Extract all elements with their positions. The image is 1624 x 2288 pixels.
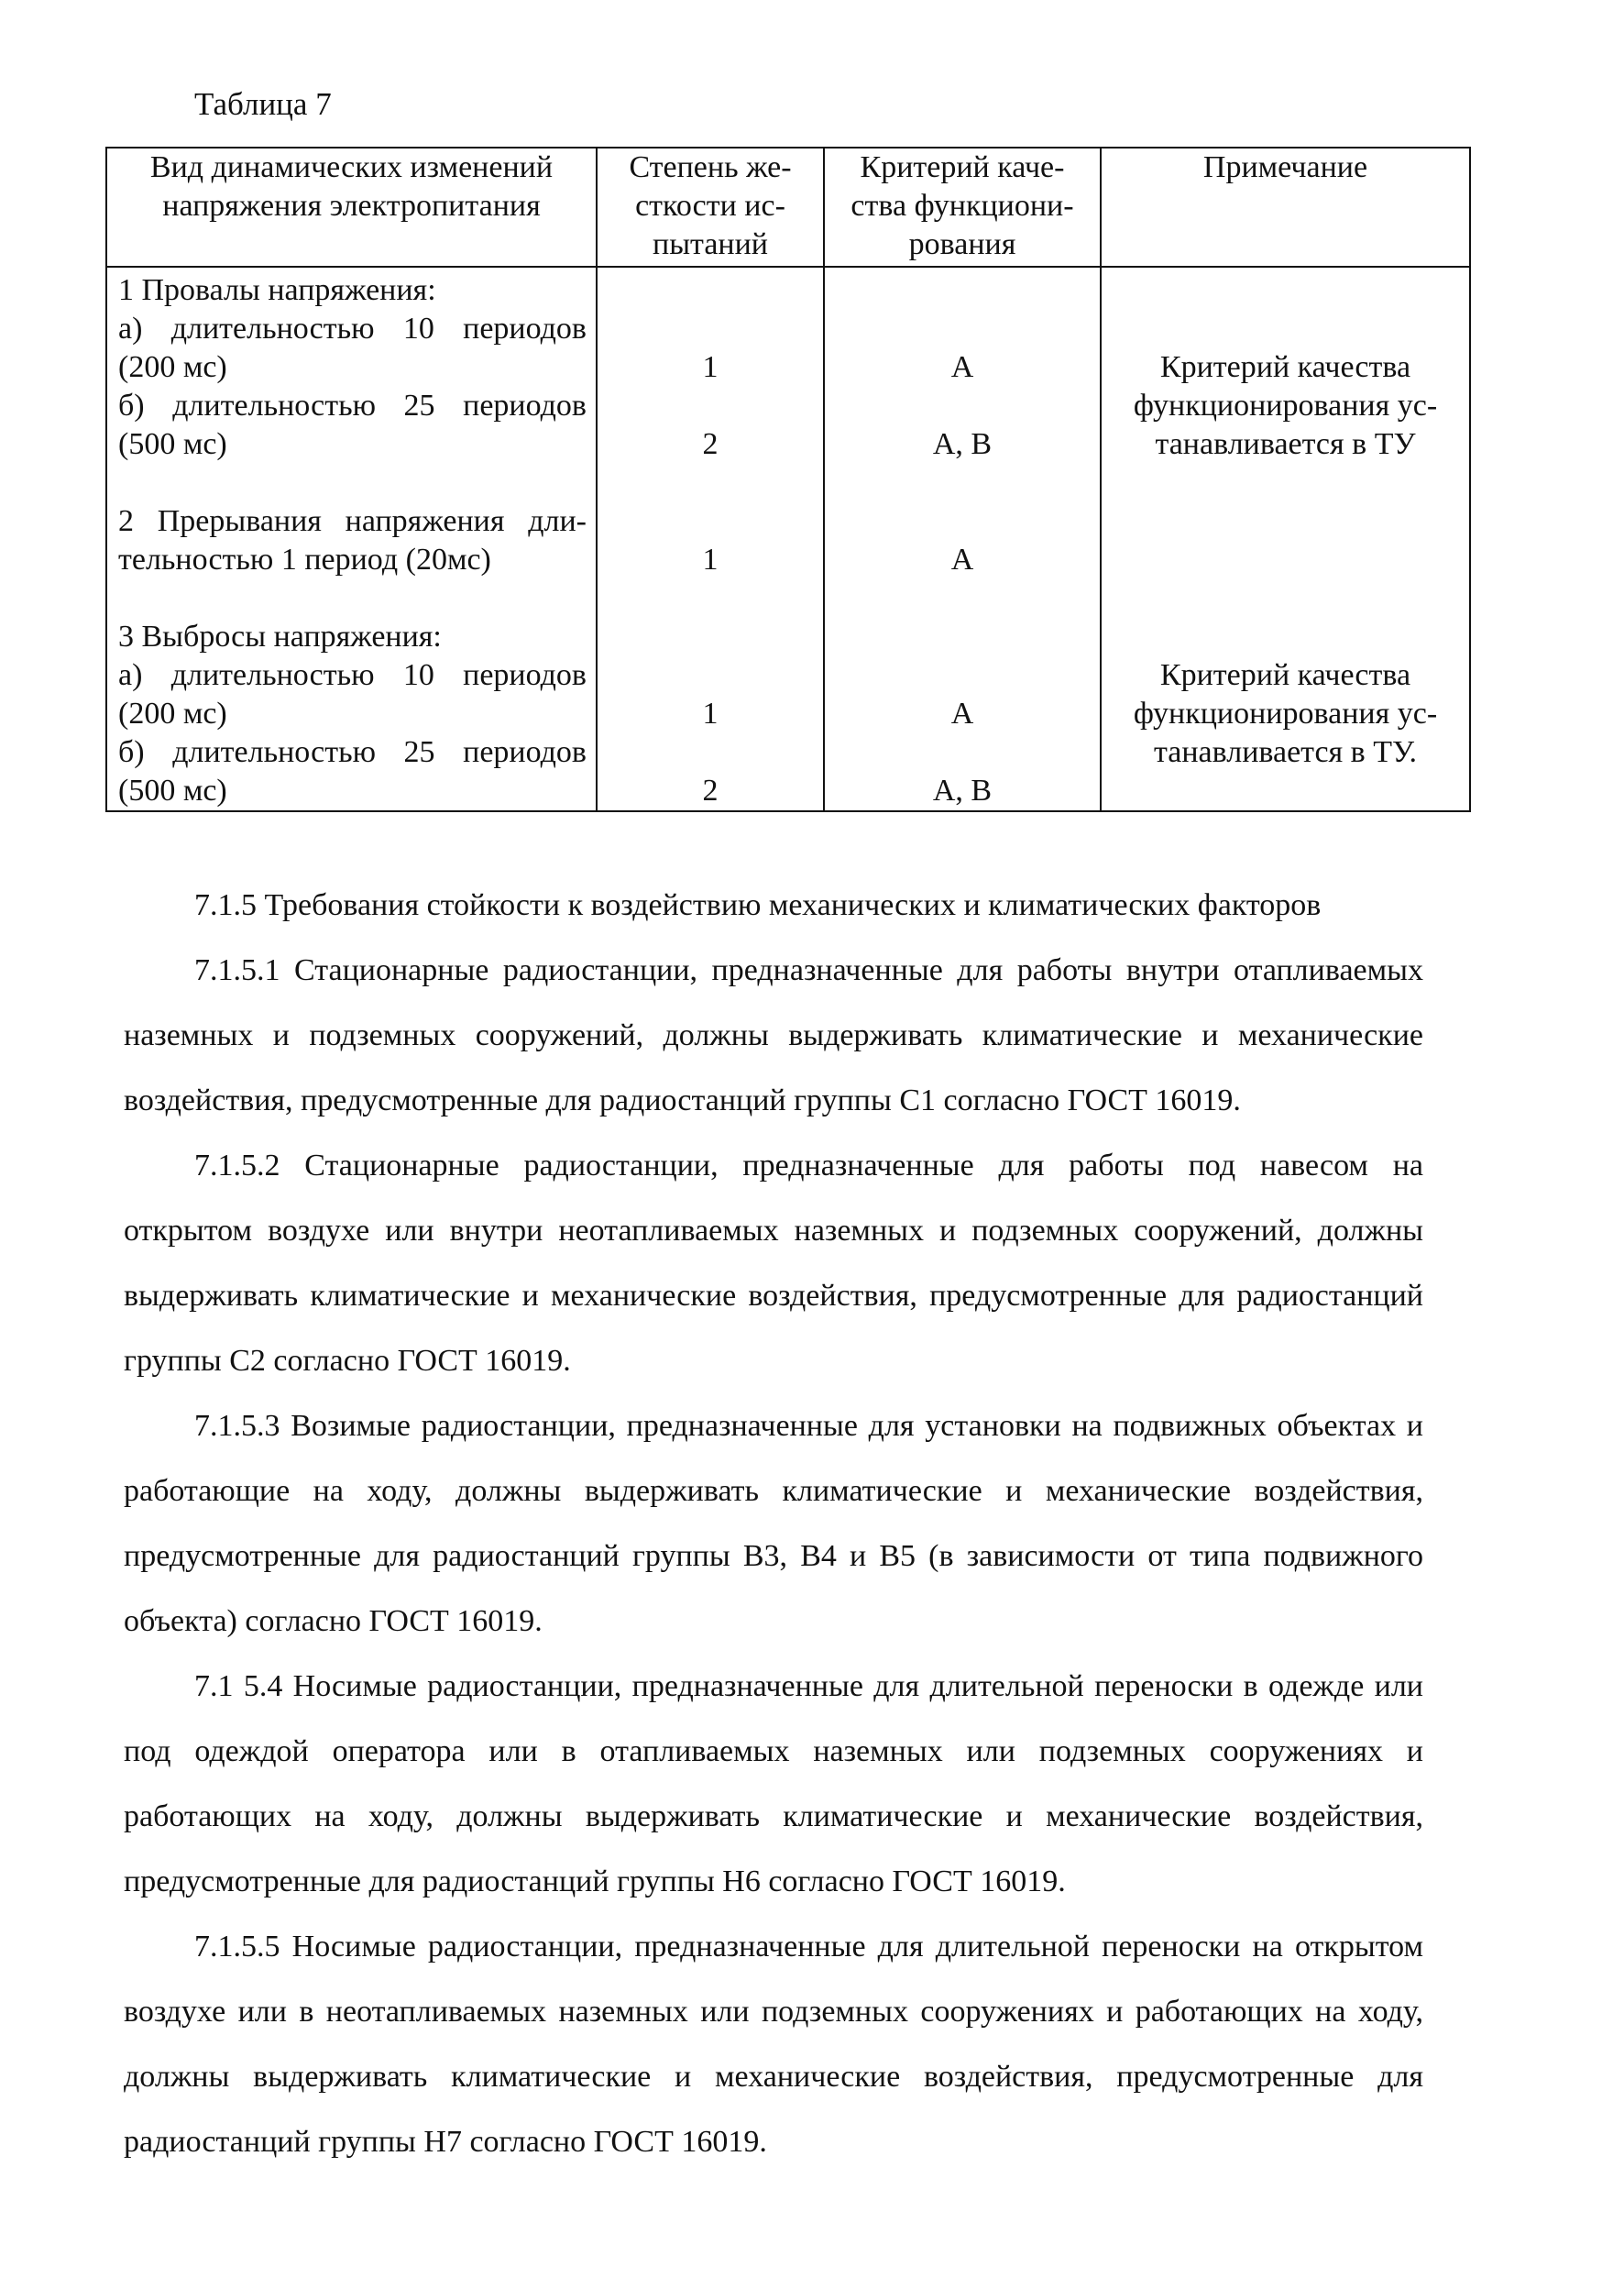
table-line: а) длительностью 10 периодов — [118, 312, 587, 346]
note-cell — [1101, 267, 1470, 811]
criterion-value: А — [950, 350, 974, 384]
table-line: 3 Выбросы напряжения: — [118, 620, 442, 654]
note-line: функционирования ус- — [1133, 389, 1438, 423]
note-line: Критерий качества — [1159, 350, 1411, 384]
header-line: пытаний — [653, 227, 768, 261]
severity-value: 1 — [702, 350, 719, 384]
note-line: Критерий качества — [1159, 658, 1411, 692]
note-line: танавливается в ТУ — [1155, 427, 1416, 461]
header-line: рования — [908, 227, 1016, 261]
table-line: (200 мс) — [118, 697, 227, 731]
header-line: Критерий каче- — [860, 150, 1065, 184]
paragraph-7-1-5-2: 7.1.5.2 Стационарные радиостанции, предназначенные для работы под навесом на открытом воздухе или внутри неотапливаемых наземных и подземных сооружений, должны выдерживать климатические и механические воздействия, предусмотренные для радиостанций группы С2 согласно ГОСТ 16019. — [124, 1149, 1423, 1378]
criterion-value: А, В — [932, 427, 993, 461]
paragraph-7-1-5-4: 7.1 5.4 Носимые радиостанции, предназначенные для длительной переноски в одежде или под одеждой оператора или в отапливаемых наземных или подземных сооружениях и работающих на ходу, должны выдерживать климатические и механические воздействия, предусмотренные для радиостанций группы Н6 согласно ГОСТ 16019. — [124, 1669, 1423, 1898]
criterion-value: А, В — [932, 774, 993, 808]
header-line: ства функциони- — [850, 189, 1074, 223]
table-caption: Таблица 7 — [194, 86, 332, 122]
header-severity — [597, 148, 824, 267]
table-line: (500 мс) — [118, 427, 227, 461]
severity-value: 1 — [702, 543, 719, 577]
severity-value: 2 — [702, 427, 719, 461]
table-body-row — [106, 267, 1470, 811]
paragraph-7-1-5-1: 7.1.5.1 Стационарные радиостанции, предназначенные для работы внутри отапливаемых наземных и подземных сооружений, должны выдерживать климатические и механические воздействия, предусмотренные для радиостанций группы С1 согласно ГОСТ 16019. — [124, 953, 1423, 1117]
table-line: (500 мс) — [118, 774, 227, 808]
header-note — [1101, 148, 1470, 267]
section-heading: 7.1.5 Требования стойкости к воздействию механических и климатических факторов — [194, 888, 1322, 922]
paragraph-7-1-5-5: 7.1.5.5 Носимые радиостанции, предназначенные для длительной переноски на открытом воздухе или в неотапливаемых наземных или подземных сооружениях и работающих на ходу, должны выдерживать климатические и механические воздействия, предусмотренные для радиостанций группы Н7 согласно ГОСТ 16019. — [124, 1930, 1423, 2159]
table-line: (200 мс) — [118, 350, 227, 384]
table-line: 1 Провалы напряжения: — [118, 273, 436, 307]
table-header-row — [106, 148, 1470, 267]
severity-value: 2 — [702, 774, 719, 808]
header-line: Примечание — [1202, 150, 1368, 184]
header-change-type — [106, 148, 597, 267]
change-type-cell — [106, 267, 597, 811]
header-criterion — [824, 148, 1101, 267]
table-line: б) длительностью 25 периодов — [118, 735, 587, 769]
criterion-cell — [824, 267, 1101, 811]
criterion-value: А — [950, 697, 974, 731]
note-line: функционирования ус- — [1133, 697, 1438, 731]
header-line: сткости ис- — [635, 189, 785, 223]
table-line: 2 Прерывания напряжения дли- — [118, 504, 587, 538]
table-line: тельностью 1 период (20мс) — [118, 543, 491, 577]
table-line: а) длительностью 10 периодов — [118, 658, 587, 692]
criterion-value: А — [950, 543, 974, 577]
paragraph-7-1-5-3: 7.1.5.3 Возимые радиостанции, предназначенные для установки на подвижных объектах и работающие на ходу, должны выдерживать климатические и механические воздействия, предусмотренные для радиостанций группы В3, В4 и В5 (в зависимости от типа подвижного объекта) согласно ГОСТ 16019. — [124, 1409, 1423, 1638]
note-line: танавливается в ТУ. — [1153, 735, 1418, 769]
section-body — [124, 873, 1423, 2174]
severity-cell — [597, 267, 824, 811]
header-line: Степень же- — [629, 150, 792, 184]
header-line: Вид динамических изменений — [149, 150, 554, 184]
header-line: напряжения электропитания — [162, 189, 541, 223]
severity-value: 1 — [702, 697, 719, 731]
table-7 — [105, 147, 1471, 812]
table-line: б) длительностью 25 периодов — [118, 389, 587, 423]
